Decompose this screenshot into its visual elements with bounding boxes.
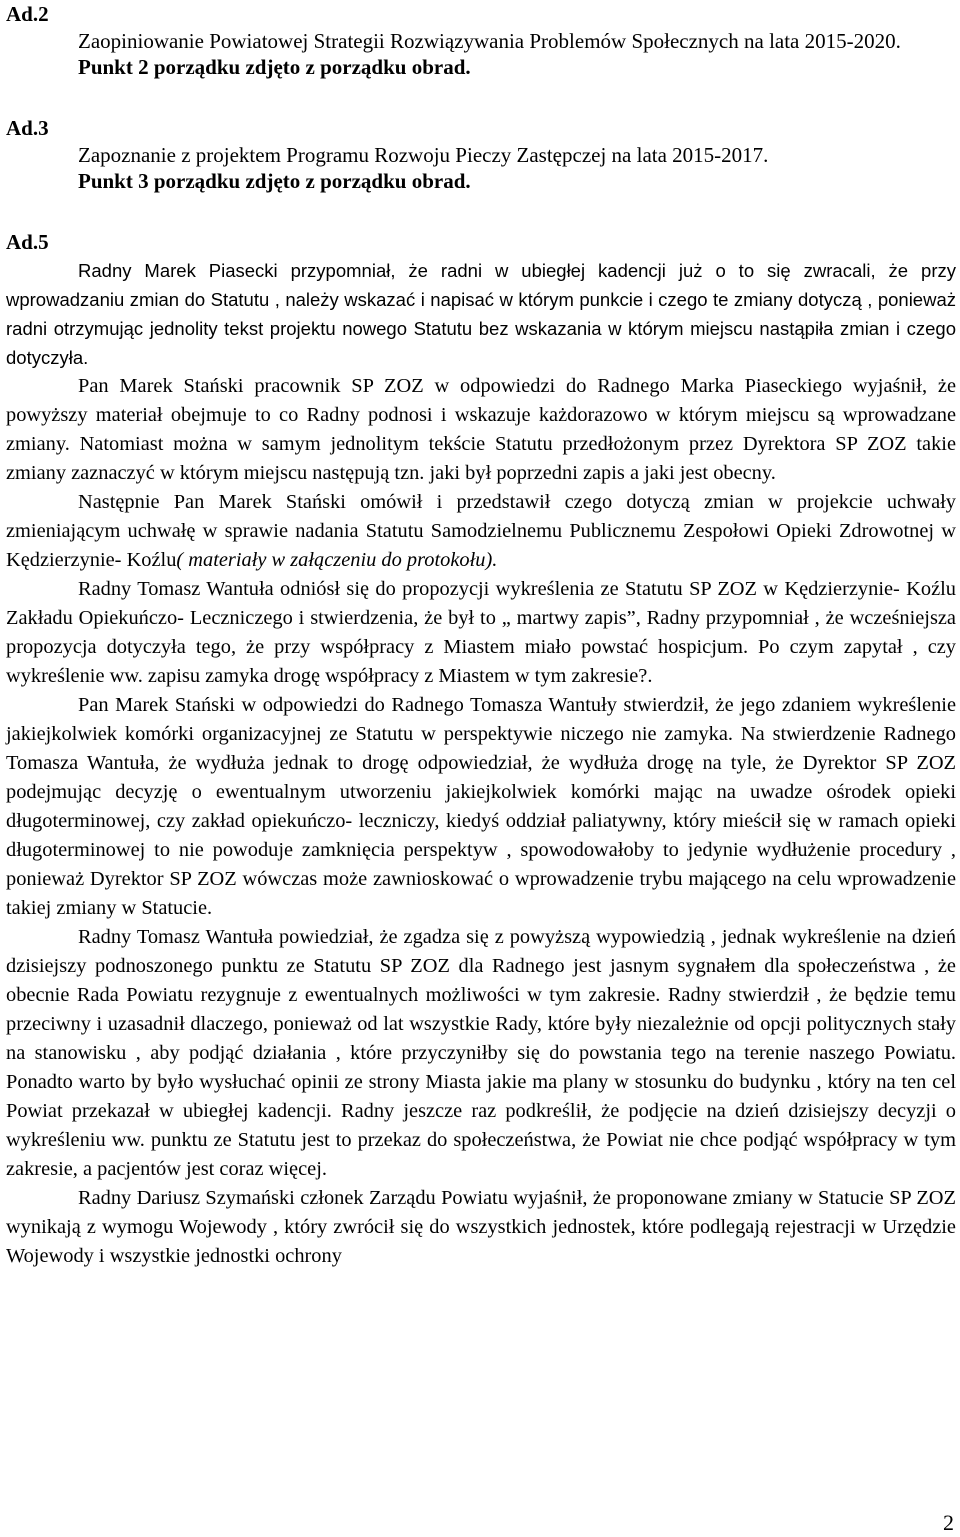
item-ad2-text: [78, 28, 954, 80]
paragraph-szymanski: Radny Dariusz Szymański członek Zarządu Powiatu wyjaśnił, że proponowane zmiany w Statucie SP ZOZ wynikają z wymogu Wojewody , który zwrócił się do wszystkich jednostek, które podlegają rejestracji w Urzędzie Wojewody i wszystkie jednostki ochrony: [6, 1187, 956, 1267]
item-ad3-text: [78, 142, 954, 194]
paragraph-piasecki: Radny Marek Piasecki przypomniał, że radni w ubiegłej kadencji już o to się zwracali, że przy wprowadzaniu zmian do Statutu , należy wskazać i napisać w którym punkcie i czego te zmiany dotyczą , ponieważ radni otrzymując jednolity tekst projektu nowego Statutu bez wskazania w którym miejscu nastąpiła zmian i czego dotyczyła.: [6, 260, 956, 368]
paragraph-stanski-presentation-text: Następnie Pan Marek Stański omówił i przedstawił czego dotyczą zmian w projekcie uchwały zmieniającym uchwałę w sprawie nadania Statutu Samodzielnemu Publicznemu Zespołowi Opieki Zdrowotnej w Kędzierzynie- Koźlu: [6, 491, 956, 571]
paragraph-stanski-presentation: [6, 488, 956, 575]
heading-ad3: Ad.3: [6, 116, 49, 140]
item-ad3-status: Punkt 3 porządku zdjęto z porządku obrad.: [78, 169, 471, 193]
paragraph-wantula-question: Radny Tomasz Wantuła odniósł się do propozycji wykreślenia ze Statutu SP ZOZ w Kędzierzynie- Koźlu Zakładu Opiekuńczo- Leczniczego i stwierdzenia, że był to „ martwy zapis”, Radny przypomniał , że wcześniejsza propozycja dotyczyła tego, że przy współpracy z Miastem miało powstać hospicjum. Po czym zapytał , czy wykreślenie ww. zapisu zamyka drogę współpracy z Miastem w tym zakresie?.: [6, 578, 956, 687]
paragraph-wantula-statement: Radny Tomasz Wantuła powiedział, że zgadza się z powyższą wypowiedzią , jednak wykreślenie na dzień dzisiejszy podnoszonego punktu ze Statutu SP ZOZ dla Radnego jest jasnym sygnałem dla społeczeństwa , że obecnie Rada Powiatu rezygnuje z ewentualnych możliwości w tym zakresie. Radny stwierdził , że będzie temu przeciwny i uzasadnił dlaczego, ponieważ od lat wszystkie Rady, które były niezależnie od opcji politycznych stały na stanowisku , aby podjąć działania , które przyczyniłby się do powstania tego na terenie naszego Powiatu. Ponadto warto by było wysłuchać opinii ze strony Miasta jakie ma plany w stosunku do budynku , który na ten cel Powiat przekazał w ubiegłej kadencji. Radny jeszcze raz podkreślił, że podjęcie na dzień dzisiejszy decyzji o wykreśleniu ww. punktu ze Statutu jest to przekaz do społeczeństwa, że Powiat nie chce podjąć współpracy w tym zakresie, a pacjentów jest coraz więcej.: [6, 926, 956, 1180]
heading-ad5: Ad.5: [6, 230, 49, 254]
ad5-body: [6, 256, 956, 1271]
item-ad2-description: Zaopiniowanie Powiatowej Strategii Rozwiązywania Problemów Społecznych na lata 2015-2020.: [78, 29, 901, 53]
paragraph-stanski-reply: Pan Marek Stański pracownik SP ZOZ w odpowiedzi do Radnego Marka Piaseckiego wyjaśnił, że powyższy materiał obejmuje to co Radny podnosi i wskazuje każdorazowo w którym miejscu są wprowadzane zmiany. Natomiast można w samym jednolitym tekście Statutu przedłożonym przez Dyrektora SP ZOZ takie zmiany zaznaczyć w którym miejscu następują tzn. jaki był poprzedni zapis a jaki jest obecny.: [6, 375, 956, 484]
item-ad3-description: Zapoznanie z projektem Programu Rozwoju Pieczy Zastępczej na lata 2015-2017.: [78, 143, 769, 167]
paragraph-stanski-presentation-note: ( materiały w załączeniu do protokołu).: [176, 549, 498, 571]
heading-ad2: Ad.2: [6, 2, 49, 26]
item-ad2-status: Punkt 2 porządku zdjęto z porządku obrad.: [78, 55, 471, 79]
paragraph-stanski-answer: Pan Marek Stański w odpowiedzi do Radnego Tomasza Wantuły stwierdził, że jego zdaniem wykreślenie jakiejkolwiek komórki organizacyjnej ze Statutu w perspektywie niczego nie zamyka. Na stwierdzenie Radnego Tomasza Wantuła, że wydłuża jednak to drogę odpowiedział, że wydłuża drogę na tyle, że Dyrektor SP ZOZ podejmując decyzję o ewentualnym utworzeniu jakiejkolwiek komórki mając na uwadze ośrodek opieki długoterminowej, czy zakład opiekuńczo- leczniczy, kiedyś oddział paliatywny, który mieścił się w ramach opieki długoterminowej to nie powoduje zamknięcia perspektyw , spowodowałoby to jedynie wydłużenie procedury , ponieważ Dyrektor SP ZOZ wówczas może zawnioskować o wprowadzenie trybu mającego na celu wprowadzenie takiej zmiany w Statucie.: [6, 694, 956, 919]
page-number: 2: [943, 1510, 954, 1535]
